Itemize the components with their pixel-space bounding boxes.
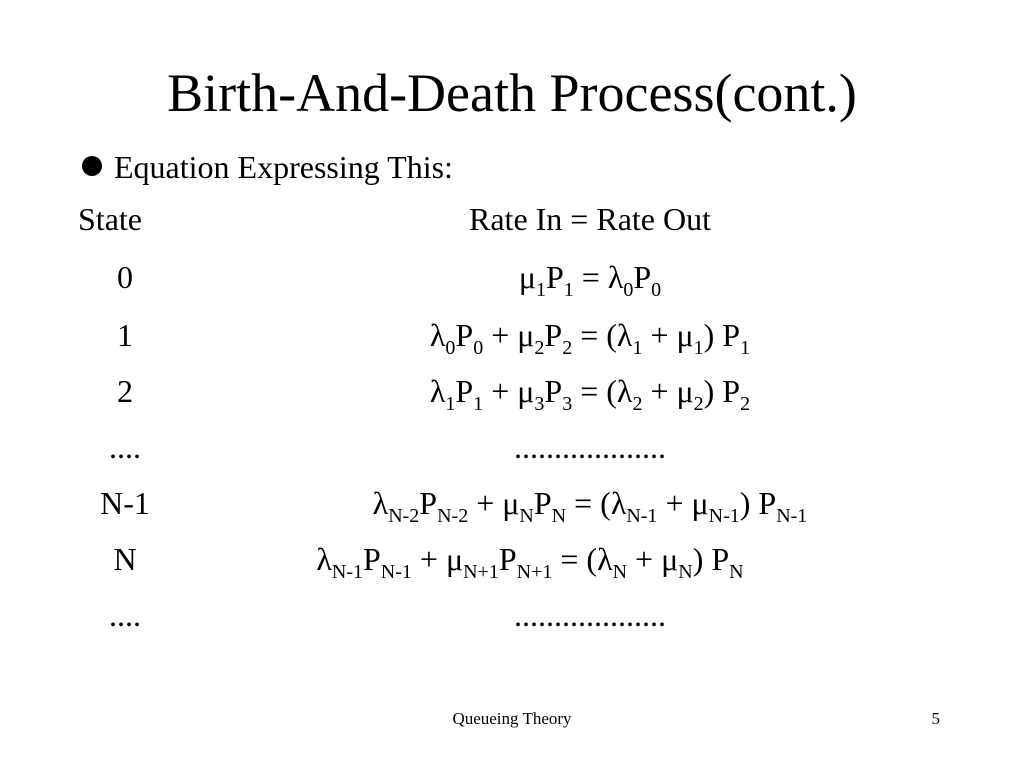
balance-equation: $\mu_1P_1 = \lambda_0P_0$ bbox=[518, 259, 662, 301]
state-label: .... bbox=[109, 429, 141, 465]
equation-row-2 bbox=[0, 370, 1024, 415]
equation-row-n bbox=[0, 538, 1024, 583]
equation-row-ellipsis bbox=[0, 426, 1024, 468]
state-label: 1 bbox=[117, 317, 133, 353]
balance-equation: ................... bbox=[514, 597, 666, 633]
header-row bbox=[0, 198, 1024, 240]
balance-equation: $\lambda_1P_1 + \mu_3P_3 = (\lambda_2 + \mu_2)$ $P_2$ bbox=[429, 373, 751, 415]
equation-row-0 bbox=[0, 256, 1024, 301]
state-label: N bbox=[113, 541, 137, 577]
balance-equation: $\lambda_0P_0 + \mu_2P_2 = (\lambda_1 + \mu_1)$ $P_1$ bbox=[429, 317, 751, 359]
state-header: State bbox=[78, 201, 142, 237]
slide-title: Birth-And-Death Process(cont.) bbox=[167, 63, 857, 123]
state-label: N-1 bbox=[100, 485, 150, 521]
balance-equation: $\lambda_{N-1}P_{N-1} + \mu_{N+1}P_{N+1} = (\lambda_N + \mu_N)$ $P_N$ bbox=[316, 541, 744, 583]
equation-row-1 bbox=[0, 314, 1024, 359]
bullet-item bbox=[82, 146, 453, 188]
equation-row-ellipsis bbox=[0, 594, 1024, 636]
state-label: 0 bbox=[117, 259, 133, 295]
balance-equation: ................... bbox=[514, 429, 666, 465]
state-label: 2 bbox=[117, 373, 133, 409]
state-label: .... bbox=[109, 597, 141, 633]
page-number: 5 bbox=[931, 709, 940, 728]
bullet-dot-icon bbox=[82, 156, 102, 176]
equation-header: Rate In = Rate Out bbox=[469, 201, 711, 237]
equation-row-n-minus-1 bbox=[0, 482, 1024, 527]
balance-equation: $\lambda_{N-2}P_{N-2} + \mu_NP_N = (\lambda_{N-1} + \mu_{N-1})$ $P_{N-1}$ bbox=[372, 485, 808, 527]
footer-title: Queueing Theory bbox=[452, 709, 572, 728]
bullet-text: Equation Expressing This: bbox=[114, 149, 453, 185]
